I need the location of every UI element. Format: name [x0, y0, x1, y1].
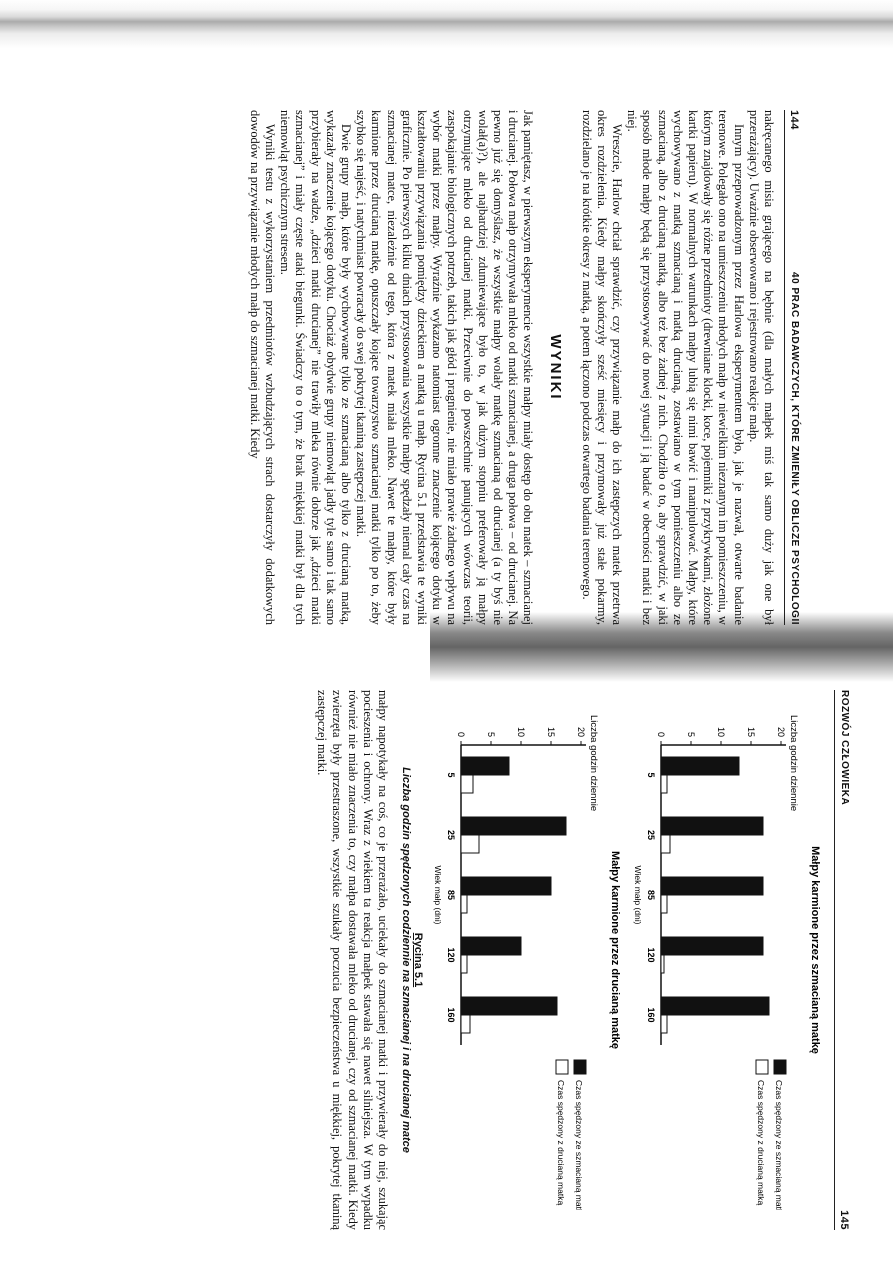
- x-tick-label: 5: [446, 772, 456, 778]
- x-tick-label: 120: [646, 947, 656, 963]
- chart-cloth-fed: [631, 690, 826, 1210]
- bar-wire-mother: [661, 895, 667, 913]
- y-tick-label: 10: [516, 726, 526, 737]
- y-tick-label: 10: [716, 726, 726, 737]
- chart-title: Małpy karmione przez drucianą matkę: [609, 850, 621, 1050]
- left-page-number: 144: [788, 110, 800, 130]
- section-title: WYNIKI: [547, 334, 565, 401]
- paragraph: Wyniki testu z wykorzystaniem przedmiotów wzbudzających strach dostarczyły dodatkowych dowodów na przywiązanie młodych małp do szmacianej matki. Kiedy: [247, 110, 277, 625]
- x-tick-label: 120: [446, 947, 456, 963]
- x-tick-label: 25: [446, 829, 456, 841]
- y-tick-label: 0: [456, 731, 466, 737]
- y-axis-label: Liczba godzin dziennie: [588, 715, 599, 812]
- bar-wire-mother: [461, 1015, 470, 1033]
- right-page-number: 145: [838, 1210, 850, 1230]
- figure-number: Rycina 5.1: [412, 932, 424, 988]
- bar-wire-mother: [661, 775, 667, 793]
- paragraph: nakręcanego misia grającego na bębnie (dla małych małpek miś tak samo duży jak one był przerażający). Uważnie obserwowano i rejestrowano reakcje małp.: [746, 110, 776, 625]
- legend-label-cloth: Czas spędzony ze szmacianą matką: [774, 1080, 784, 1210]
- x-tick-label: 25: [646, 829, 656, 841]
- chart-title: Małpy karmione przez szmacianą matkę: [809, 846, 821, 1054]
- bar-wire-mother: [661, 835, 670, 853]
- bar-wire-mother: [461, 835, 479, 853]
- y-tick-label: 20: [776, 726, 786, 737]
- paragraph: Dwie grupy małp, które były wychowywane tylko ze szmacianą albo tylko z drucianą matką, wykazały znaczenie kojącego dotyku. Chociaż obydwie grupy niemowląt jadły tyle samo i tak samo przybierały na wadze, „dzieci matki drucianej” nie trawiły mleka równie dobrze jak „dzieci matki szmacianej” i miały częste ataki biegunki. Świadczy to o tym, że brak miękkiej matki był dla tych niemowląt psychicznym stresem.: [278, 110, 353, 625]
- paragraph: małpy napotykały na coś, co je przerażało, uciekały do szmacianej matki i przywierały do niej, szukając pocieszenia i ochrony. Wraz z wiekiem ta reakcja małpek stawała się nawet silniejsza. W tym wypadku również nie miało znaczenia to, czy małpa dostawała mleko od drucianej, czy od szmacianej matki. Kiedy zwierzęta były przestraszone, wszystkie szukały poczucia bezpieczeństwa u miękkiej, pokrytej tkaniną zastępczej matki.: [315, 690, 390, 1230]
- x-tick-label: 85: [446, 889, 456, 901]
- x-tick-label: 160: [446, 1007, 456, 1023]
- x-tick-label: 85: [646, 889, 656, 901]
- bar-cloth-mother: [661, 937, 763, 955]
- right-running-head-title: ROZWÓJ CZŁOWIEKA: [839, 690, 850, 806]
- y-tick-label: 15: [546, 726, 556, 737]
- x-axis-label: Wiek małp (dni): [633, 865, 643, 925]
- y-tick-label: 0: [656, 731, 666, 737]
- bar-cloth-mother: [661, 757, 739, 775]
- legend-label-wire: Czas spędzony z drucianą matką: [556, 1080, 566, 1206]
- bar-cloth-mother: [661, 877, 763, 895]
- legend-swatch-cloth: [774, 1060, 786, 1074]
- bar-cloth-mother: [461, 997, 557, 1015]
- chart-wire-fed: [431, 690, 626, 1210]
- bar-wire-mother: [461, 895, 467, 913]
- bar-cloth-mother: [661, 817, 763, 835]
- left-page: [10, 110, 800, 625]
- bar-wire-mother: [461, 955, 467, 973]
- bar-cloth-mother: [461, 877, 551, 895]
- bar-wire-mother: [661, 955, 664, 973]
- left-running-head: [784, 110, 800, 625]
- legend-swatch-wire: [756, 1060, 768, 1074]
- scan-artifact-top: [0, 0, 893, 48]
- left-running-head-title: 40 PRAC BADAWCZYCH, KTÓRE ZMIENIŁY OBLICZE PSYCHOLOGII: [789, 272, 800, 625]
- bar-cloth-mother: [461, 757, 509, 775]
- figure-caption: [400, 690, 424, 1230]
- bar-cloth-mother: [661, 997, 769, 1015]
- figure: [400, 690, 826, 1230]
- y-axis-label: Liczba godzin dziennie: [788, 715, 799, 812]
- bar-cloth-mother: [461, 937, 521, 955]
- legend-swatch-wire: [556, 1060, 568, 1074]
- y-tick-label: 20: [576, 726, 586, 737]
- y-tick-label: 15: [746, 726, 756, 737]
- paragraph: Jak pamiętasz, w pierwszym eksperymencie wszystkie małpy miały dostęp do obu matek – szmacianej i drucianej. Połowa małp otrzymywała mleko od matki szmacianej, a druga połowa – od drucianej. Na pewno już się domyślasz, że wszystkie małpy wolały matkę szmacianą od drucianej (a ty byś nie wolał(a)?), ale najbardziej zdumiewające było to, w jak dużym stopniu preferowały ją małpy otrzymujące mleko od drucianej matki. Przeciwnie do powszechnie panujących wówczas teorii, zaspokajanie biologicznych potrzeb, takich jak głód i pragnienie, nie miało prawie żadnego wpływu na wybór matki przez małpy. Wyraźnie wykazano natomiast ogromne znaczenie kojącego dotyku w kształtowaniu przywiązania pomiędzy dzieckiem a matką u małp. Rycina 5.1 przedstawia te wyniki graficznie. Po pierwszych kilku dniach przystosowania wszystkie małpy spędzały niemal cały czas na szmacianej matce, niezależnie od tego, która z matek miała mleko. Nawet te małpy, które były karmione przez drucianą matkę, opuszczały kojące towarzystwo szmacianej matki tylko po to, żeby szybko się najeść, i natychmiast powracały do swej pokrytej tkaniną zastępczej matki.: [354, 110, 536, 625]
- bar-wire-mother: [661, 1015, 667, 1033]
- paragraph: Innym przeprowadzonym przez Harlowa eksperymentem było, jak je nazwał, otwarte badanie terenowe. Polegało ono na umieszczeniu młodych małp w niewielkim nieznanym im pomieszczeniu, w którym znajdowały się różne przedmioty (drewniane klocki, koce, pojemniki z przykrywkami, złożone kartki papieru). W normalnych warunkach małpy lubią się nimi bawić i manipulować. Małpy, które wychowywano z matką szmacianą i matką drucianą, zostawiano w tym pomieszczeniu albo ze szmacianą, albo z drucianą matką, albo też bez żadnej z nich. Chodziło o to, aby sprawdzić, w jaki sposób młode małpy będą się przystosowywać do nowej sytuacji i ją badać w obecności matki i bez niej.: [625, 110, 746, 625]
- legend-swatch-cloth: [574, 1060, 586, 1074]
- x-tick-label: 5: [646, 772, 656, 778]
- y-tick-label: 5: [686, 731, 696, 737]
- x-tick-label: 160: [646, 1007, 656, 1023]
- figure-description: Liczba godzin spędzonych codziennie na szmacianej i na drucianej matce: [400, 767, 412, 1153]
- x-axis-label: Wiek małp (dni): [433, 865, 443, 925]
- right-page: [130, 690, 850, 1230]
- right-running-head: [834, 690, 850, 1230]
- legend-label-wire: Czas spędzony z drucianą matką: [756, 1080, 766, 1206]
- bar-cloth-mother: [461, 817, 566, 835]
- bar-wire-mother: [461, 775, 473, 793]
- legend-label-cloth: Czas spędzony ze szmacianą matką: [574, 1080, 584, 1210]
- paragraph: Wreszcie, Harlow chciał sprawdzić, czy przywiązanie małp do ich zastępczych matek przetrwa okres rozdzielenia. Kiedy małpy skończyły sześć miesięcy i przymowały już stałe pokarmy, rozdzielano je na krótkie okresy z matką, a potem łączono podczas otwartego badania terenowego.: [579, 110, 624, 625]
- y-tick-label: 5: [486, 731, 496, 737]
